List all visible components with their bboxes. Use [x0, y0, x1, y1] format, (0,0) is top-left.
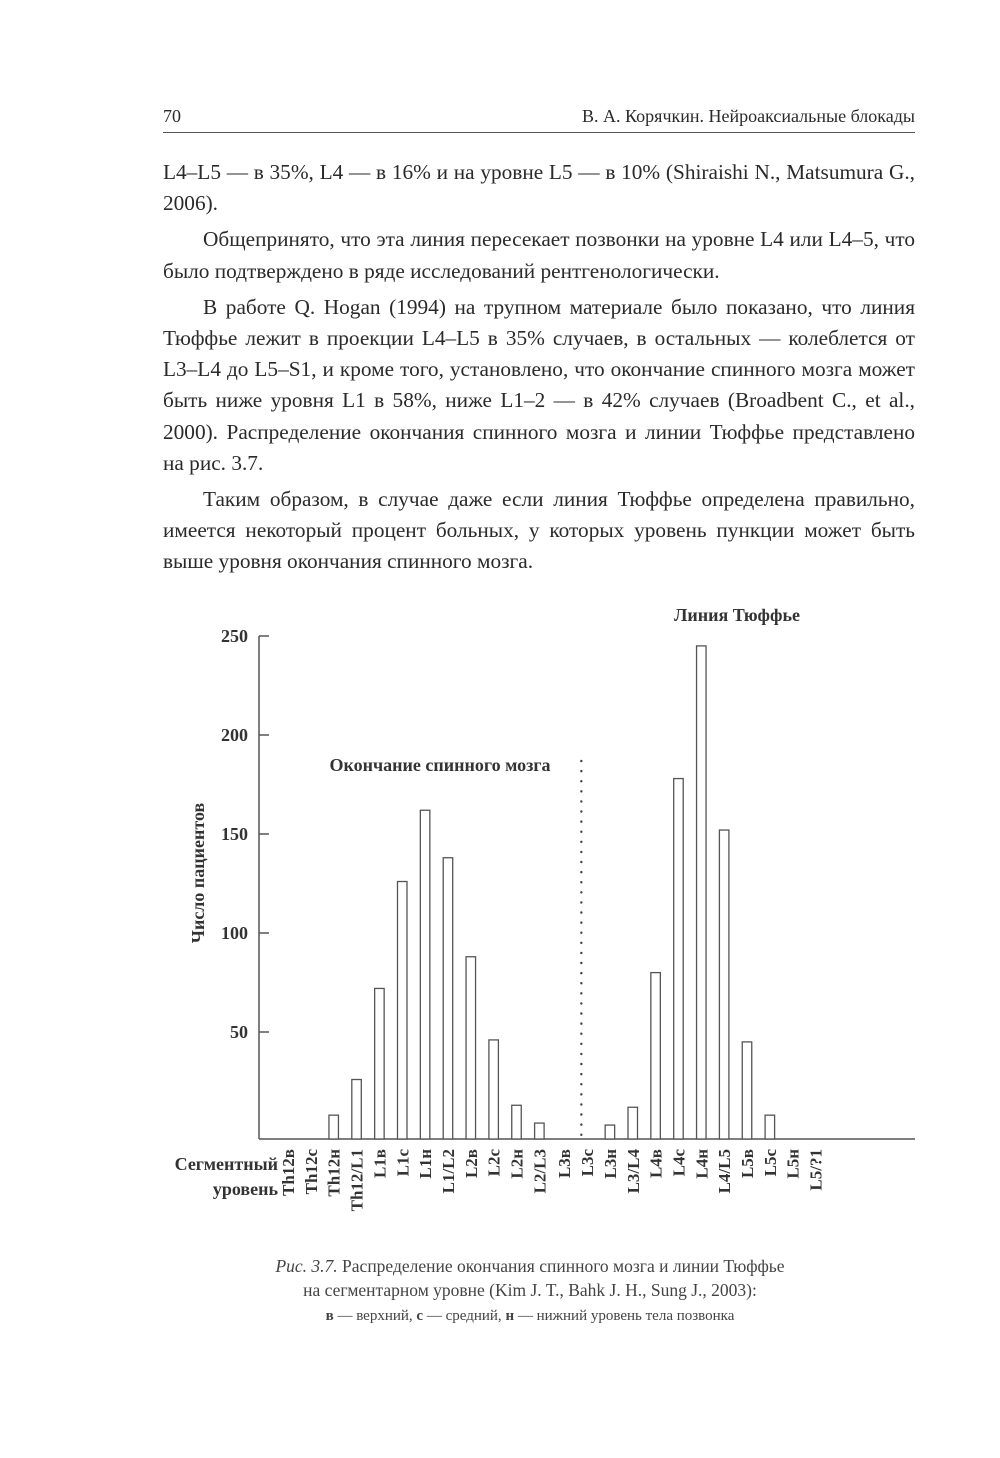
- y-tick-label: 200: [221, 725, 248, 745]
- legend-key: с: [416, 1308, 424, 1324]
- y-tick-label: 100: [221, 923, 248, 943]
- caption-title: Распределение окончания спинного мозга и линии Тюффье: [337, 1256, 785, 1276]
- x-tick-label: Th12с: [301, 1149, 321, 1195]
- axes: [259, 636, 915, 1139]
- x-tick-label: L5/?1: [806, 1149, 826, 1191]
- paragraph: Общепринято, что эта линия пересекает позвонки на уровне L4 или L4–5, что было подтверждено в ряде исследований рентгенологически.: [163, 227, 915, 283]
- x-tick-label: L5с: [760, 1149, 780, 1177]
- x-tick-label: L3/L4: [623, 1149, 643, 1194]
- bar: [535, 1123, 545, 1139]
- y-tick-label: 50: [230, 1022, 248, 1042]
- caption-legend: [200, 1305, 860, 1327]
- bar: [375, 988, 385, 1139]
- bar: [605, 1125, 615, 1139]
- x-tick-label: L2/L3: [530, 1149, 550, 1194]
- bar: [443, 858, 453, 1139]
- bar: [352, 1080, 362, 1139]
- x-tick-label: Th12/L1: [347, 1149, 367, 1212]
- figure-label: Рис. 3.7.: [275, 1256, 338, 1276]
- x-tick-label: L2с: [484, 1149, 504, 1177]
- figure-3-7: [0, 590, 1000, 1240]
- y-tick-label: 250: [221, 626, 248, 646]
- legend-text: — верхний,: [333, 1308, 417, 1324]
- figure-caption: [200, 1254, 860, 1327]
- x-tick-label: Th12н: [324, 1149, 344, 1197]
- bar: [719, 830, 729, 1139]
- annotation-tuffier-line: Линия Тюффье: [674, 605, 800, 625]
- x-tick-label: L3с: [578, 1149, 598, 1177]
- legend-key: в: [325, 1308, 334, 1324]
- bar: [466, 957, 476, 1139]
- bar-chart: [0, 590, 1000, 1240]
- bar: [765, 1115, 775, 1139]
- x-tick-labels: [279, 1149, 826, 1212]
- x-tick-label: L3н: [600, 1149, 620, 1179]
- x-tick-label: L4н: [692, 1149, 712, 1179]
- bars: [329, 646, 775, 1139]
- page-number: 70: [163, 106, 181, 126]
- legend-key: н: [505, 1308, 515, 1324]
- x-axis-label-line1: Сегментный: [174, 1154, 278, 1174]
- y-tick-labels: [221, 626, 248, 1042]
- bar: [489, 1040, 499, 1139]
- x-tick-label: L4с: [669, 1149, 689, 1177]
- bar: [742, 1042, 752, 1139]
- x-tick-label: L4/L5: [715, 1149, 735, 1194]
- bar: [398, 882, 408, 1139]
- x-tick-label: L1в: [370, 1149, 390, 1179]
- x-tick-label: L5н: [783, 1149, 803, 1179]
- page-header: [163, 104, 915, 133]
- caption-line-2: на сегментарном уровне (Kim J. T., Bahk J. H., Sung J., 2003):: [303, 1280, 757, 1300]
- paragraph: L4–L5 — в 35%, L4 — в 16% и на уровне L5 — в 10% (Shiraishi N., Matsumura G., 2006).: [163, 160, 915, 216]
- x-tick-label: L3в: [555, 1149, 575, 1179]
- body-text: [163, 157, 915, 583]
- x-tick-label: L1с: [393, 1149, 413, 1177]
- running-title: В. А. Корячкин. Нейроаксиальные блокады: [582, 106, 915, 126]
- legend-text: — средний,: [423, 1308, 506, 1324]
- bar: [674, 779, 684, 1139]
- x-tick-label: L2н: [507, 1149, 527, 1179]
- bar: [329, 1115, 339, 1139]
- bar: [628, 1107, 638, 1139]
- bar: [512, 1105, 522, 1139]
- x-tick-label: L4в: [646, 1149, 666, 1179]
- annotation-spinal-cord-end: Окончание спинного мозга: [329, 755, 551, 775]
- x-tick-label: L5в: [738, 1149, 757, 1179]
- y-tick-label: 150: [221, 824, 248, 844]
- x-tick-label: L1/L2: [438, 1149, 458, 1194]
- bar: [697, 646, 707, 1139]
- paragraph: Таким образом, в случае даже если линия Тюффье определена правильно, имеется некоторый процент больных, у которых уровень пункции может быть выше уровня окончания спинного мозга.: [163, 487, 915, 574]
- x-axis-label-line2: уровень: [212, 1179, 278, 1199]
- x-tick-label: L1н: [416, 1149, 436, 1179]
- bar: [651, 973, 661, 1139]
- paragraph: В работе Q. Hogan (1994) на трупном материале было показано, что линия Тюффье лежит в проекции L4–L5 в 35% случаев, в остальных — колеблется от L3–L4 до L5–S1, и кроме того, установлено, что окончание спинного мозга может быть ниже уровня L1 в 58%, ниже L1–2 — в 42% случаев (Broadbent C., et al., 2000). Распределение окончания спинного мозга и линии Тюффье представлено на рис. 3.7.: [163, 294, 915, 475]
- legend-text: — нижний уровень тела позвонка: [514, 1308, 735, 1324]
- y-axis-label: Число пациентов: [188, 802, 208, 944]
- x-tick-label: L2в: [461, 1149, 481, 1179]
- caption-line-1: [200, 1254, 860, 1278]
- bar: [420, 810, 430, 1139]
- x-tick-label: Th12в: [279, 1149, 298, 1196]
